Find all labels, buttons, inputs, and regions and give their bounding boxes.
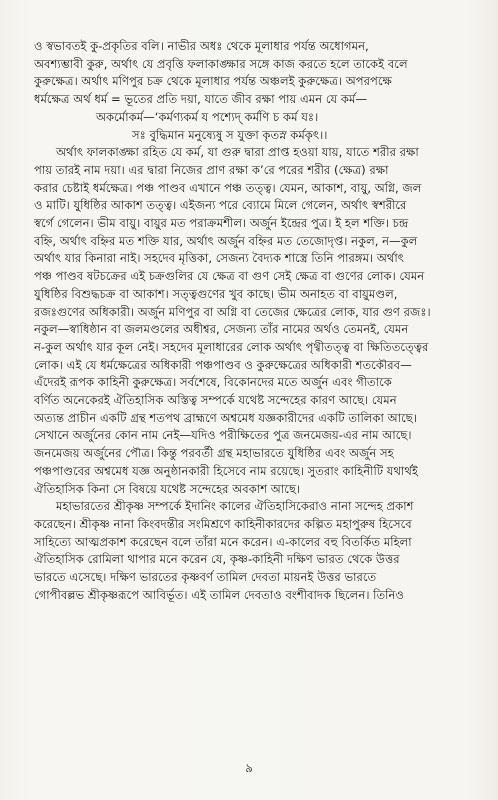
text-line: লোক। এই যে ধর্মক্ষেত্রের অধিকারী পঞ্চপাণ্ডব ও কুরুক্ষেত্রের অধিকারী শতকৌরব— — [34, 357, 412, 372]
text-line: জনমেজয় অর্জুনের পৌত্র। কিন্তু পরবর্তী গ্রন্থ মহাভারতে যুধিষ্ঠির এবং অর্জুন সহ — [34, 446, 394, 461]
text-line: পায় তারই নাম দয়া। এর দ্বারা নিজের প্রাণ রক্ষা ক’রে পরের শরীর (ক্ষেত্র) রক্ষা — [34, 162, 389, 177]
text-line: গোপীবল্লভ শ্রীকৃষ্ণরূপে আবির্ভূত। এই তামিল দেবতাও বংশীবাদক ছিলেন। তিনিও — [34, 587, 404, 602]
text-line: যুধিষ্ঠির বিশুদ্ধচক্র বা আকাশ। সত্ত্বগুণের খুব কাছে। ভীম অনাহত বা বায়ুমণ্ডল, — [34, 286, 398, 301]
text-line: ভারতে এসেছে। দক্ষিণ ভারতের কৃষ্ণবর্ণ তামিল দেবতা মায়নই উত্তর ভারতে — [34, 570, 377, 585]
text-line: করেছেন। শ্রীকৃষ্ণ নানা কিংবদন্তীর সংমিশ্রণে কাহিনীকারদের কল্পিত মহাপুরুষ হিসেবে — [34, 516, 412, 531]
text-line: পঞ্চ পাণ্ডব ষটচক্রের এই চক্রগুলির যে ক্ষেত্র বা গুণ সেই ক্ষেত্র বা গুণের লোক। যেমন — [34, 269, 425, 284]
text-line: অত্যন্ত প্রাচীন একটি গ্রন্থ শতপথ ব্রাহ্মণে অশ্বমেধ যজ্ঞকারীদের একটি তালিকা আছে। — [34, 410, 417, 425]
verse-line: সঃ বুদ্ধিমান মনুষ্যেষু স যুক্তা কৃতস্ন কর্মকৃৎ।। — [132, 127, 328, 142]
text-line: অর্থাৎ যার কিনারা নাই। সহদেব মৃত্তিকা, সেজন্য বৈদ্যক শাস্ত্রে তিনি পারঙ্গম। অর্থাৎ — [34, 251, 404, 266]
text-line: স্বর্গে গেলেন। ভীম বায়ু। বায়ুর মত পরাক্রমশীল। অর্জুন ইন্দ্রের পুত্র। ই হল শক্তি। চন্দ্র — [34, 216, 409, 231]
text-line: পঞ্চপাণ্ডবের অশ্বমেধ যজ্ঞ অনুষ্ঠানকারী হিসেবে নাম রয়েছে। সুতরাং কাহিনীটি যথার্থই — [34, 463, 418, 478]
text-line: বর্ণিত অনেকেরই ঐতিহাসিক অস্তিত্ব সম্পর্কে যথেষ্ট সন্দেহের কারণ আছে। যেমন — [34, 393, 397, 408]
text-line: ও মাটি। যুধিষ্ঠির আকাশ তত্ত্ব। এইজন্য পরে ব্যোমে মিলে গেলেন, অর্থাৎ স্বশরীরে — [34, 198, 407, 213]
text-line: এঁদেরই রূপক কাহিনী কুরুক্ষেত্র। সর্বশেষে, বিকোনদের মতে অর্জুন এবং গীতাকে — [34, 375, 392, 390]
text-line: অবশ্যম্ভাবী কুরু, অর্থাৎ যে প্রবৃত্তি ফলাকাঙ্ক্ষার সঙ্গে কাজ করতে হলে তাকেই বলে — [34, 56, 408, 71]
text-line: নকুল—স্বাধিষ্ঠান বা জলমণ্ডলের অধীশ্বর, সেজন্য তাঁর নামের অর্থও তেমনই, যেমন — [34, 322, 409, 337]
text-line: ধর্মক্ষেত্র অর্থ ধর্ম = ভূতের প্রতি দয়া, যাতে জীব রক্ষা পায় এমন যে কর্ম— — [34, 92, 368, 107]
text-line: ন-কুল অর্থাৎ যার কূল নেই। সহদেব মূলাধারের লোক অর্থাৎ পৃথ্বীতত্ত্ব বা ক্ষিতিতত্ত্বের — [34, 339, 429, 354]
body-text — [34, 38, 466, 605]
text-line: ঐতিহাসিক কিনা সে বিষয়ে যথেষ্ট সন্দেহের অবকাশ আছে। — [34, 481, 301, 496]
text-line: অর্থাৎ ফালকাঙ্ক্ষা রহিত যে কর্ম, যা গুরু দ্বারা প্রাপ্ত হওয়া যায়, যাতে শরীর রক্ষা — [56, 145, 419, 160]
text-line: করার চেষ্টাই ধর্মক্ষেত্র। পঞ্চ পাণ্ডব এখানে পঞ্চ তত্ত্ব। যেমন, আকাশ, বায়ু, অগ্নি, জল — [34, 180, 422, 195]
text-line: ঐতিহাসিক রোমিলা থাপার মনে করেন যে, কৃষ্ণ-কাহিনী দক্ষিণ ভারত থেকে উত্তর — [34, 552, 400, 567]
text-line: বহ্নি, অর্থাৎ বহ্নির মত শক্তি যার, অর্থাৎ অর্জুন বহ্নির মত তেজোদৃপ্ত। নকুল, ন—কুল — [34, 233, 418, 248]
text-line: অকর্মোকর্ম—‘কর্মণ্যকর্ম য পশ্যেদ্ কর্মণি চ কর্ম যঃ। — [96, 109, 319, 124]
text-line: রজঃগুণের অধিকারী। অর্জুন মণিপুর বা অগ্নি বা তেজের ক্ষেত্রের লোক, যার গুণ রজঃ। — [34, 304, 431, 319]
text-line: মহাভারতের শ্রীকৃষ্ণ সম্পর্কে ইদানিং কালের ঐতিহাসিকেরাও নানা সন্দেহ প্রকাশ — [56, 499, 414, 514]
text-line: সাহিত্যে আত্মপ্রকাশ করেছেন বলে তাঁরা মনে করেন। এ-কালের বহু বিতর্কিত মহিলা — [34, 534, 412, 549]
text-line: সেখানে অর্জুনের কোন নাম নেই—যদিও পরীক্ষিতের পুত্র জনমেজয়-এর নাম আছে। — [34, 428, 412, 443]
text-line: ও স্বভাবতই কু-প্রকৃতির বলি। নাভীর অধঃ থেকে মূলাধার পর্যন্ত অধোগমন, — [34, 39, 369, 53]
page-number: ৯ — [245, 761, 253, 775]
text-line: কুরুক্ষেত্র। অর্থাৎ মণিপুর চক্র থেকে মূলাধার পর্যন্ত অঞ্চলই কুরুক্ষেত্র। অপরপক্ষে — [34, 74, 392, 89]
